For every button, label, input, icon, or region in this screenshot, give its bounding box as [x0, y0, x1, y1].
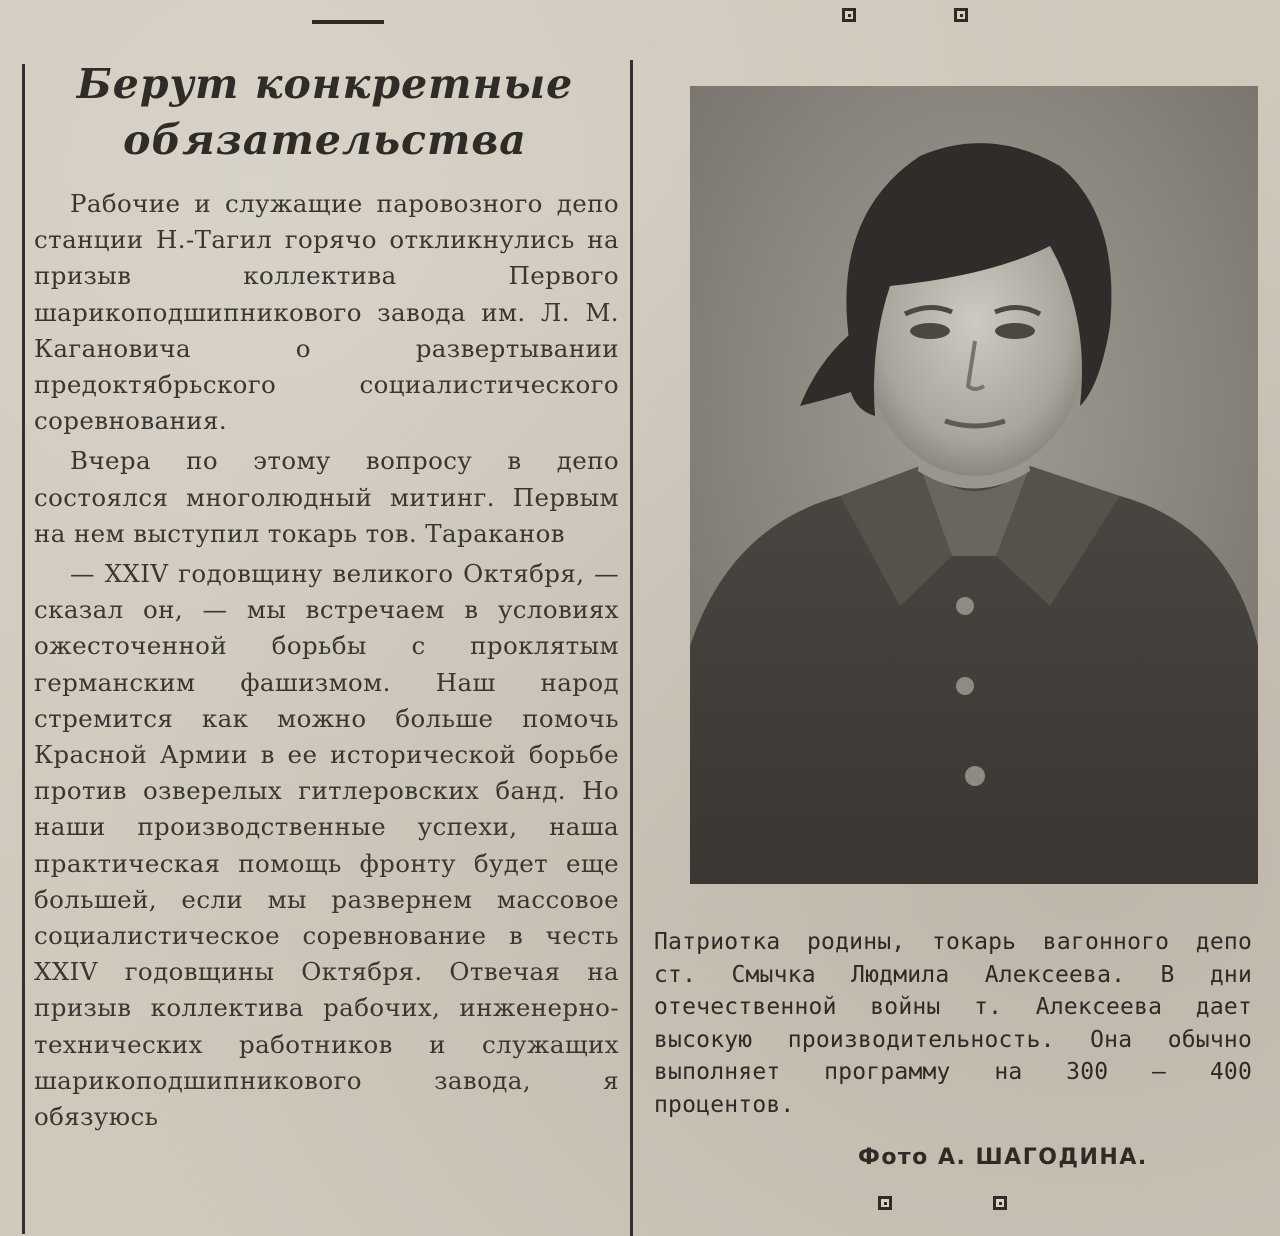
article-paragraph: — XXIV годовщину великого Октября, — сказал он, — мы встречаем в условиях ожесточенной борьбы с проклятым германским фашизмом. Наш народ стремится как можно больше помочь Красной Армии в ее исторической борьбе против озверелых гитлеровских банд. Но наши производственные успехи, наша практическая помощь фронту будет еще большей, если мы развернем массовое социалистическое соревнование в честь XXIV годовщины Октября. Отвечая на призыв коллектива рабочих, инженерно-технических работников и служащих шарикоподшипникового завода, я обязуюсь	[34, 559, 619, 1132]
photo-credit: Фото А. ШАГОДИНА.	[858, 1145, 1148, 1170]
article-headline	[30, 56, 620, 168]
photo-caption: Патриотка родины, токарь вагонного депо ст. Смычка Людмила Алексеева. В дни отечественной войны т. Алексеева дает высокую производительность. Она обычно выполняет программу на 300 — 400 процентов.	[654, 929, 1252, 1118]
top-rule	[312, 20, 384, 24]
article-paragraph: Вчера по этому вопросу в депо состоялся многолюдный митинг. Первым на нем выступил токарь тов. Тараканов	[34, 446, 619, 548]
ornament-icon	[954, 8, 968, 22]
article-body	[34, 186, 619, 1135]
article-paragraph: Рабочие и служащие паровозного депо станции Н.-Тагил горячо откликнулись на призыв коллектива Первого шарикоподшипникового завода им. Л. М. Кагановича о развертывании предоктябрьского социалистического соревнования.	[34, 189, 619, 436]
portrait-photo	[690, 86, 1258, 884]
ornament-icon	[842, 8, 856, 22]
ornament-icon	[878, 1196, 892, 1210]
portrait-illustration	[690, 86, 1258, 884]
ornament-icon	[993, 1196, 1007, 1210]
headline-line-2: обязательства	[123, 116, 527, 164]
column-rule-left	[22, 64, 25, 1234]
column-rule-center	[630, 60, 633, 1236]
headline-line-1: Берут конкретные	[76, 60, 574, 108]
